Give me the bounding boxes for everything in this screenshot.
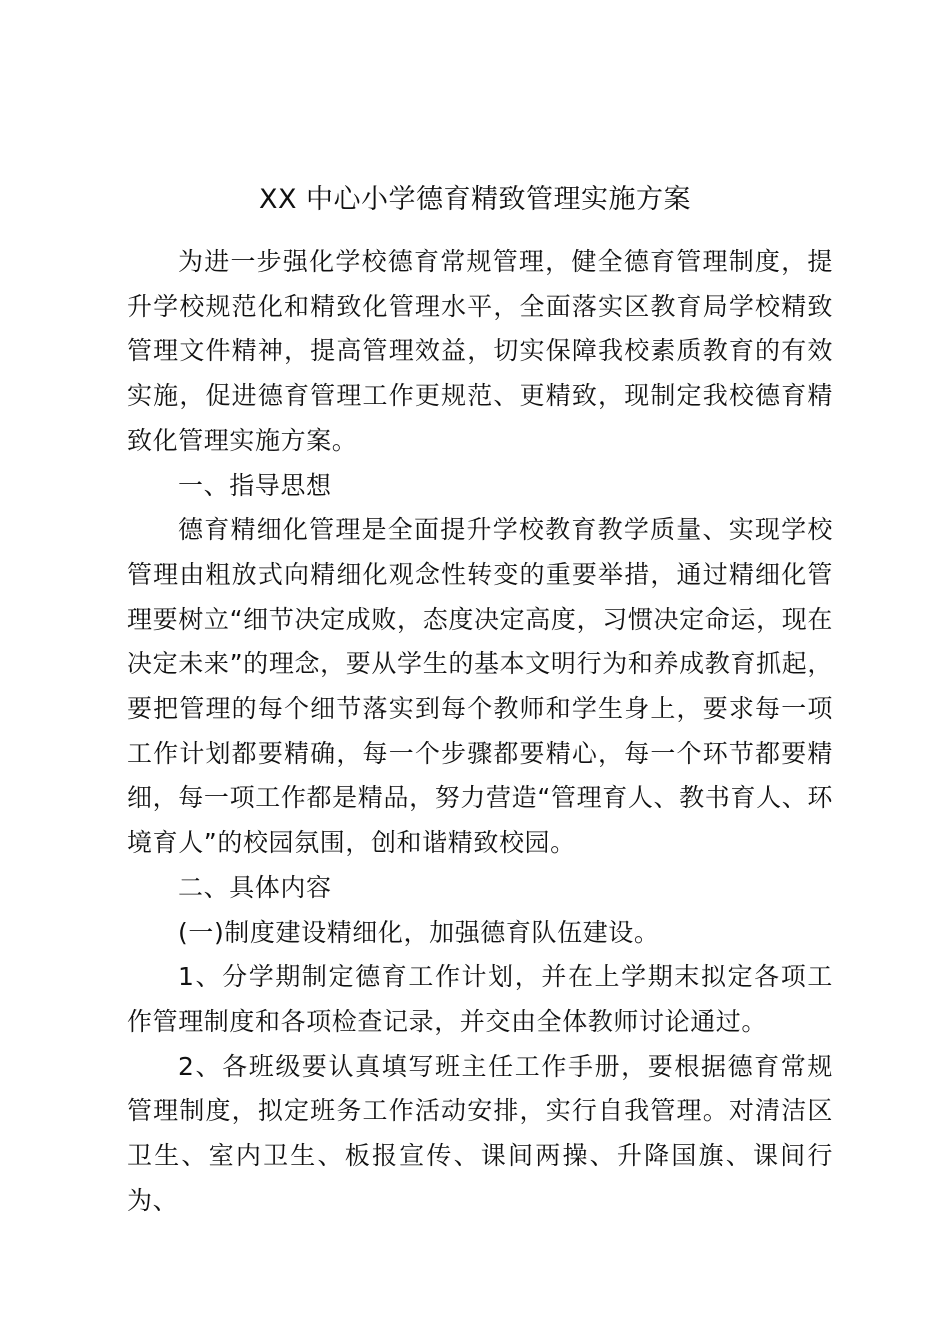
document-body — [127, 240, 833, 1223]
section-heading-specific-content: 二、具体内容 — [178, 872, 332, 902]
list-item-1: 1、分学期制定德育工作计划，并在上学期末拟定各项工作管理制度和各项检查记录，并交由全体教师讨论通过。 — [127, 962, 833, 1036]
intro-paragraph: 为进一步强化学校德育常规管理，健全德育管理制度，提升学校规范化和精致化管理水平，全面落实区教育局学校精致管理文件精神，提高管理效益，切实保障我校素质教育的有效实施，促进德育管理工作更规范、更精致，现制定我校德育精致化管理实施方案。 — [127, 247, 833, 455]
list-item-2: 2、各班级要认真填写班主任工作手册，要根据德育常规管理制度，拟定班务工作活动安排，实行自我管理。对清洁区卫生、室内卫生、板报宣传、课间两操、升降国旗、课间行为、 — [127, 1051, 833, 1215]
subsection-heading-system-building: (一)制度建设精细化，加强德育队伍建设。 — [178, 917, 660, 947]
document-title: XX 中心小学德育精致管理实施方案 — [258, 184, 692, 215]
section-heading-guiding-thought: 一、指导思想 — [178, 470, 332, 500]
guiding-thought-paragraph: 德育精细化管理是全面提升学校教育教学质量、实现学校管理由粗放式向精细化观念性转变的重要举措，通过精细化管理要树立“细节决定成败，态度决定高度，习惯决定命运，现在决定未来”的理念，要从学生的基本文明行为和养成教育抓起，要把管理的每个细节落实到每个教师和学生身上，要求每一项工作计划都要精确，每一个步骤都要精心，每一个环节都要精细，每一项工作都是精品，努力营造“管理育人、教书育人、环境育人”的校园氛围，创和谐精致校园。 — [127, 515, 833, 858]
